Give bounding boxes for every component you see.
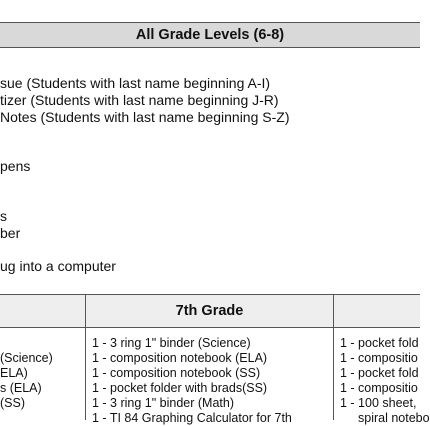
supply-line: pens xyxy=(0,158,31,174)
table-cell-line: (Science) xyxy=(0,351,53,365)
table-border xyxy=(0,294,420,295)
table-cell-line: spiral notebo xyxy=(358,411,430,425)
supply-line: ug into a computer xyxy=(0,258,116,274)
table-cell-line: 1 - pocket fold xyxy=(340,366,419,380)
table-cell-line: 1 - compositio xyxy=(340,381,418,395)
table-cell-line: 1 - pocket fold xyxy=(340,336,419,350)
table-cell-line: 1 - compositio xyxy=(340,351,418,365)
table-cell-line: (SS) xyxy=(0,396,25,410)
section-title: All Grade Levels (6-8) xyxy=(135,27,285,43)
table-cell-line: 1 - 3 ring 1" binder (Math) xyxy=(92,396,234,410)
grade-supply-table xyxy=(0,294,430,425)
table-cell-line: 1 - TI 84 Graphing Calculator for 7th xyxy=(92,411,292,425)
table-cell-line: 1 - composition notebook (SS) xyxy=(92,366,261,380)
table-cell-line: 1 - 100 sheet, xyxy=(340,396,417,410)
table-cell-line: s (ELA) xyxy=(0,381,42,395)
supply-line: ber xyxy=(0,225,21,241)
table-cell-line: 1 - 3 ring 1" binder (Science) xyxy=(92,336,251,350)
table-cell-line: 1 - pocket folder with brads(SS) xyxy=(92,381,268,395)
supply-line: Notes (Students with last name beginning S-Z) xyxy=(0,109,290,125)
column-divider xyxy=(333,294,334,420)
table-cell-line: 1 - composition notebook (ELA) xyxy=(92,351,268,365)
supply-line: s xyxy=(0,208,7,224)
column-header-7th-grade: 7th Grade xyxy=(175,303,244,319)
table-cell-line: ELA) xyxy=(0,366,28,380)
supply-line: sue (Students with last name beginning A-I) xyxy=(0,75,271,91)
supply-line: tizer (Students with last name beginning J-R) xyxy=(0,92,279,108)
table-border xyxy=(0,327,420,328)
